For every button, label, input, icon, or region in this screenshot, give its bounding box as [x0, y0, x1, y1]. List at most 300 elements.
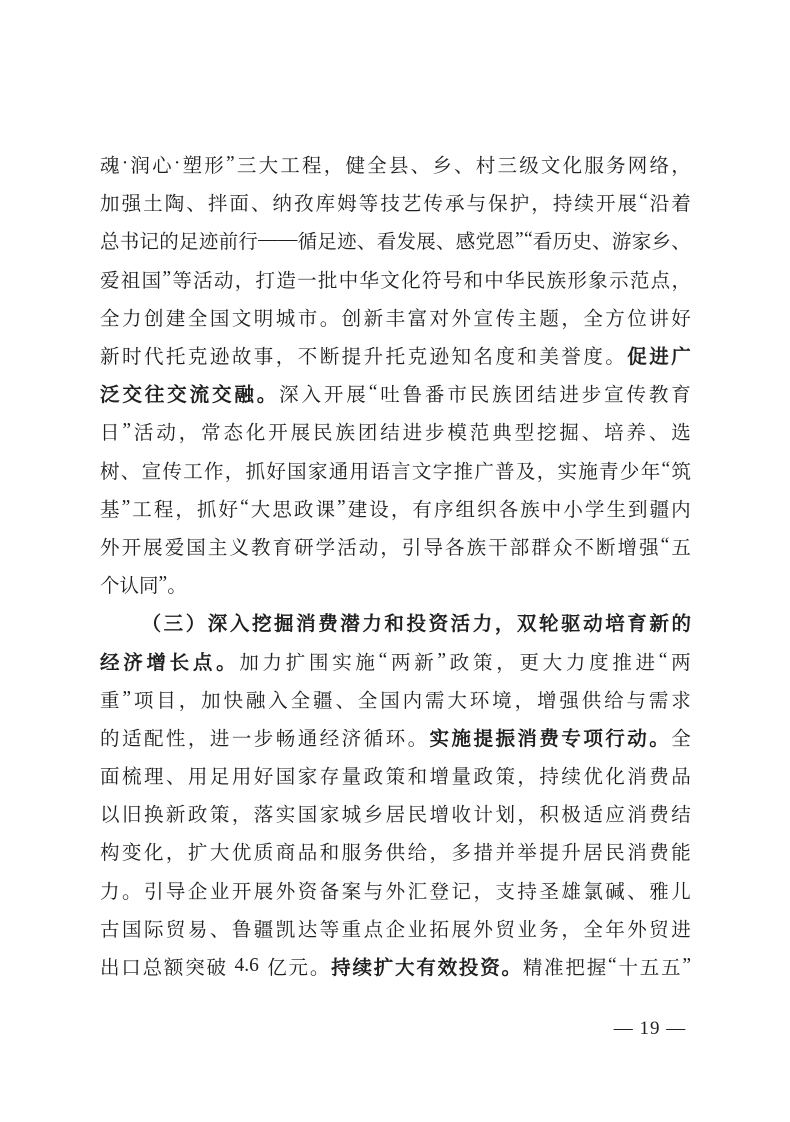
text-run: 克 [187, 347, 208, 369]
text-run: ， [561, 919, 581, 941]
text-run: 进 [671, 919, 691, 941]
text-run: 广 [671, 346, 691, 369]
text-run: 活 [450, 613, 471, 636]
text-run: 抓 [245, 461, 266, 483]
text-run: 外 [385, 881, 406, 903]
text-run: 。 [319, 308, 340, 330]
text-run: 策 [473, 652, 493, 674]
text-run: 族 [546, 270, 567, 292]
text-run: 符 [421, 270, 442, 292]
text-run: ， [178, 690, 199, 712]
text-run: 村 [475, 156, 496, 178]
text-run: 姆 [337, 194, 357, 216]
text-run: 保 [488, 194, 508, 216]
text-run: 外 [627, 919, 647, 941]
text-run: 消 [517, 727, 537, 750]
text-run: 抓 [196, 499, 217, 521]
page-number: — 19 — [613, 1018, 687, 1039]
text-run: 消 [627, 843, 647, 865]
text-run: 族 [335, 423, 355, 445]
text-run: 活 [133, 423, 154, 445]
text-run: 目 [156, 690, 176, 712]
text-run: 国 [121, 919, 142, 941]
text-run: 络 [649, 156, 670, 178]
text-run: （ [141, 613, 162, 636]
text-line [100, 909, 691, 947]
text-run: 祖 [120, 270, 141, 292]
text-run: 到 [628, 499, 648, 521]
text-run: 深 [279, 385, 299, 407]
text-run: 畅 [275, 728, 296, 750]
text-run: 托 [165, 347, 186, 369]
text-run: 生 [606, 499, 626, 521]
text-run: 青 [599, 461, 619, 483]
text-run: 全 [100, 308, 120, 330]
text-run: 流 [189, 384, 210, 407]
text-run: 项 [583, 727, 603, 750]
text-run: 力 [121, 308, 142, 330]
text-run: 导 [165, 881, 186, 903]
text-line [100, 565, 691, 603]
text-run: 族 [492, 385, 512, 407]
text-run: 誉 [561, 347, 581, 369]
text-run: 重 [341, 919, 362, 941]
text-run: 、 [335, 690, 355, 712]
text-run: 。 [216, 651, 236, 674]
text-run: 结 [380, 423, 400, 445]
text-run: 加 [100, 194, 120, 216]
text-run: “ [660, 534, 670, 556]
text-line [100, 603, 691, 641]
text-run: 吐 [380, 385, 400, 407]
text-run: 增 [617, 537, 638, 559]
text-run: 形 [567, 270, 587, 292]
text-run: 交 [167, 384, 187, 407]
text-run: 两 [671, 652, 691, 674]
text-run: 外 [100, 537, 120, 559]
text-run: 养 [626, 423, 647, 445]
text-run: 教 [250, 537, 271, 559]
text-run: 行 [238, 232, 258, 254]
text-run: 记 [139, 232, 160, 254]
text-run: 名 [473, 347, 493, 369]
text-run: 级 [519, 156, 539, 178]
text-run: 全 [357, 690, 378, 712]
text-run: 展 [451, 919, 472, 941]
text-run: 前 [218, 232, 239, 254]
text-run: 潜 [340, 613, 360, 636]
text-run: 构 [100, 843, 120, 865]
text-run: 质 [253, 843, 274, 865]
text-run: 孜 [294, 194, 314, 216]
text-run: 织 [477, 499, 497, 521]
text-run: 更 [519, 652, 539, 674]
text-run: 纳 [272, 194, 293, 216]
text-run: 破 [206, 958, 226, 980]
text-run: 政 [473, 767, 493, 789]
text-run: 泛 [100, 384, 120, 407]
text-run: 乡 [363, 805, 384, 827]
text-run: 群 [531, 537, 551, 559]
text-run: 外 [451, 308, 472, 330]
text-run: 型 [514, 423, 535, 445]
text-run: 有 [416, 957, 436, 980]
text-run: 项 [133, 690, 154, 712]
text-run: 费 [539, 727, 559, 750]
text-run: 逊 [209, 347, 230, 369]
text-run: 文 [380, 270, 400, 292]
text-run: 施 [355, 652, 375, 674]
text-run: 迹 [198, 232, 219, 254]
text-run: 思 [272, 499, 292, 521]
text-run: 出 [100, 958, 120, 980]
text-run: 润 [130, 156, 150, 178]
text-run: 部 [509, 537, 530, 559]
text-run: 形 [204, 156, 224, 178]
text-run: 护 [509, 194, 530, 216]
text-line [100, 451, 691, 489]
text-run: 提 [473, 727, 493, 750]
text-run: 深 [207, 613, 228, 636]
text-run: 的 [671, 613, 691, 636]
text-run: 精 [522, 958, 543, 980]
text-run: 备 [319, 881, 340, 903]
text-run: 策 [385, 767, 406, 789]
text-run: “ [240, 496, 249, 518]
text-run: 一 [231, 728, 252, 750]
text-run: 点 [363, 919, 384, 941]
text-run: 发 [396, 232, 416, 254]
text-run: 与 [363, 881, 384, 903]
text-run: 通 [297, 728, 318, 750]
text-run: 看 [376, 232, 397, 254]
text-run: 迹 [337, 232, 357, 254]
text-run: 面 [229, 194, 249, 216]
text-run: 大 [395, 957, 415, 980]
text-run: 等 [172, 270, 192, 292]
text-run: “ [378, 649, 388, 671]
text-run: 、 [165, 767, 186, 789]
text-run: 资 [480, 957, 500, 980]
text-run: 加 [239, 652, 259, 674]
text-run: 历 [552, 232, 573, 254]
text-run: ” [122, 420, 132, 442]
text-run: 活 [193, 270, 213, 292]
text-run: 等 [319, 919, 340, 941]
text-run: 拓 [429, 919, 450, 941]
text-line [100, 871, 691, 909]
text-line [100, 412, 691, 450]
text-run: 典 [492, 423, 512, 445]
text-run: 、 [627, 881, 647, 903]
text-run: 工 [132, 499, 152, 521]
text-run: ” [437, 649, 447, 671]
text-run: 融 [245, 690, 266, 712]
text-run: 五 [671, 537, 691, 559]
text-line [100, 298, 691, 336]
text-run: 传 [162, 461, 182, 483]
text-run: 大 [250, 499, 271, 521]
text-run: 需 [648, 690, 669, 712]
text-run: 汇 [407, 881, 428, 903]
text-run: ， [231, 805, 252, 827]
text-run: 挖 [536, 423, 557, 445]
text-run: 动 [156, 423, 176, 445]
text-run: 、 [581, 423, 602, 445]
text-run: ” [158, 573, 168, 595]
text-run: 给 [407, 843, 428, 865]
text-run: 全 [583, 308, 603, 330]
text-run: 适 [121, 728, 142, 750]
text-run: 贸 [649, 919, 669, 941]
text-run: 、 [648, 423, 669, 445]
text-run: 优 [231, 843, 252, 865]
text-run: 国 [209, 308, 230, 330]
text-run: ， [380, 537, 400, 559]
text-run: 量 [341, 767, 362, 789]
text-run [261, 955, 266, 977]
text-run: 变 [121, 843, 142, 865]
text-run: 城 [341, 805, 362, 827]
text-run: 行 [605, 727, 625, 750]
text-run: 策 [209, 805, 230, 827]
text-run: 宣 [141, 461, 162, 483]
text-run: 选 [671, 423, 691, 445]
text-run: 通 [328, 461, 349, 483]
text-run: 全 [671, 728, 691, 750]
text-run: 国 [380, 690, 400, 712]
text-run: 贸 [495, 919, 515, 941]
text-run: 魂 [100, 156, 120, 178]
text-run: 步 [425, 423, 445, 445]
text-run: 丰 [385, 308, 406, 330]
text-run: 效 [437, 957, 458, 980]
text-run: 民 [469, 385, 490, 407]
text-run: 理 [143, 767, 164, 789]
text-run: 小 [563, 499, 583, 521]
text-run: ， [473, 881, 493, 903]
text-run: 引 [143, 881, 164, 903]
text-run: 、 [410, 156, 431, 178]
text-run: 好 [671, 308, 691, 330]
text-run: 引 [401, 537, 422, 559]
text-run: 促 [627, 346, 647, 369]
text-run: 认 [119, 576, 140, 598]
text-run: 组 [455, 499, 476, 521]
text-run: 贸 [165, 919, 186, 941]
text-run: 专 [561, 727, 581, 750]
text-run: 华 [359, 270, 380, 292]
text-run: 外 [473, 919, 493, 941]
text-run: 、 [435, 232, 456, 254]
text-run: 一 [297, 270, 317, 292]
text-run: 居 [385, 805, 406, 827]
text-run: 总 [100, 232, 120, 254]
text-run: ” [682, 955, 691, 977]
text-run: 加 [201, 690, 221, 712]
text-run: 展 [143, 537, 163, 559]
text-run: 积 [539, 805, 559, 827]
text-run: ， [517, 805, 537, 827]
text-run: 程 [302, 156, 322, 178]
text-run: 掘 [559, 423, 579, 445]
text-run: 用 [349, 461, 370, 483]
text-run: 年 [605, 919, 625, 941]
text-run: 的 [100, 728, 120, 750]
text-line [100, 641, 691, 679]
text-run: ” [122, 687, 132, 709]
text-run: 登 [429, 881, 450, 903]
text-run: 明 [253, 308, 274, 330]
text-run: 政 [363, 767, 384, 789]
text-run: 造 [276, 270, 296, 292]
text-run: · [173, 153, 181, 175]
text-run: 中 [541, 499, 562, 521]
text-line [100, 374, 691, 412]
text-run: 品 [297, 843, 318, 865]
text-run: 范 [469, 423, 490, 445]
text-run: 和 [517, 347, 537, 369]
text-run: 政 [293, 499, 314, 521]
text-run: 给 [604, 690, 624, 712]
text-run: 日 [100, 423, 120, 445]
text-run: 民 [605, 843, 625, 865]
text-line [100, 489, 691, 527]
text-run: 展 [416, 232, 436, 254]
text-run: 动 [358, 537, 379, 559]
text-run: 、 [209, 919, 230, 941]
text-run: 着 [671, 194, 691, 216]
text-run: 乡 [651, 232, 671, 254]
text-run: 和 [407, 767, 428, 789]
text-run: 五 [639, 958, 660, 980]
text-run: 极 [561, 805, 581, 827]
text-run: 外 [275, 881, 296, 903]
text-run: 题 [539, 308, 559, 330]
text-run: 展 [346, 385, 366, 407]
text-run: 序 [433, 499, 454, 521]
text-run: 三 [497, 156, 517, 178]
text-run: 程 [153, 499, 174, 521]
text-run: 业 [407, 919, 428, 941]
text-run: 换 [143, 805, 164, 827]
text-run: 时 [121, 347, 142, 369]
text-line [100, 794, 691, 832]
text-run: 建 [347, 499, 368, 521]
text-run: 族 [520, 499, 540, 521]
text-run: 多 [451, 843, 472, 865]
text-run: 有 [412, 499, 432, 521]
text-run: 批 [317, 270, 338, 292]
text-run: 握 [586, 958, 607, 980]
text-run: 升 [363, 347, 384, 369]
text-run: 国 [186, 537, 206, 559]
text-run: 华 [505, 270, 525, 292]
text-run: 交 [122, 384, 142, 407]
text-run: 内 [402, 690, 423, 712]
text-run: 言 [391, 461, 411, 483]
text-run: 市 [297, 308, 318, 330]
text-run: 宣 [473, 308, 493, 330]
text-run: 力 [100, 881, 120, 903]
text-line [100, 183, 691, 221]
text-run: 。 [501, 957, 522, 980]
text-line [100, 221, 691, 259]
text-run: 循 [363, 728, 384, 750]
text-run: 推 [453, 461, 474, 483]
text-run: 模 [447, 423, 467, 445]
text-line [100, 756, 691, 794]
text-run: ， [536, 461, 557, 483]
text-run: 足 [317, 232, 337, 254]
text-run: 民 [313, 423, 333, 445]
text-run: 新 [100, 347, 120, 369]
text-run: 文 [231, 308, 252, 330]
text-run: 优 [583, 767, 603, 789]
text-run: 实 [429, 727, 450, 750]
text-run: 语 [370, 461, 390, 483]
text-run: 量 [451, 767, 472, 789]
text-run: 掘 [274, 613, 294, 636]
text-run: 支 [495, 881, 515, 903]
text-run: ” [162, 267, 172, 289]
text-run: 爱 [100, 270, 120, 292]
text-run: 团 [357, 423, 378, 445]
text-run: 快 [223, 690, 243, 712]
text-run: 常 [201, 423, 221, 445]
text-run: 学 [584, 499, 605, 521]
text-run: 代 [143, 347, 164, 369]
text-run: 商 [275, 843, 296, 865]
text-run: 党 [475, 232, 496, 254]
text-run: ， [517, 767, 537, 789]
text-run: 创 [143, 308, 164, 330]
text-run: 义 [229, 537, 249, 559]
text-run: 等 [358, 194, 379, 216]
text-run: 收 [451, 805, 472, 827]
text-run: 轮 [538, 613, 559, 636]
text-run: 年 [640, 461, 661, 483]
text-run: 和 [384, 613, 404, 636]
text-run: 推 [612, 652, 632, 674]
text-run: 业 [517, 919, 537, 941]
text-run: 全 [367, 156, 387, 178]
text-run: 心 [152, 156, 172, 178]
text-run: 供 [581, 690, 602, 712]
text-run: · [121, 153, 129, 175]
text-run: 务 [363, 843, 384, 865]
text-run: ， [187, 728, 208, 750]
text-run: 中 [338, 270, 359, 292]
text-run: ， [496, 652, 516, 674]
text-run: 用 [187, 767, 208, 789]
text-run: 传 [495, 308, 515, 330]
text-run: 增 [429, 805, 450, 827]
text-run: 十 [618, 958, 638, 980]
text-run: 用 [231, 767, 252, 789]
text-run: 力 [362, 613, 382, 636]
text-run: 点 [650, 270, 671, 292]
text-run: 象 [588, 270, 608, 292]
text-run: 配 [143, 728, 164, 750]
text-run: 疆 [649, 499, 670, 521]
text-line [100, 260, 691, 298]
text-run: ， [323, 156, 344, 178]
text-line [100, 527, 691, 565]
text-run: 挖 [251, 613, 272, 636]
text-run: 投 [458, 957, 479, 980]
text-run: 凯 [275, 919, 296, 941]
